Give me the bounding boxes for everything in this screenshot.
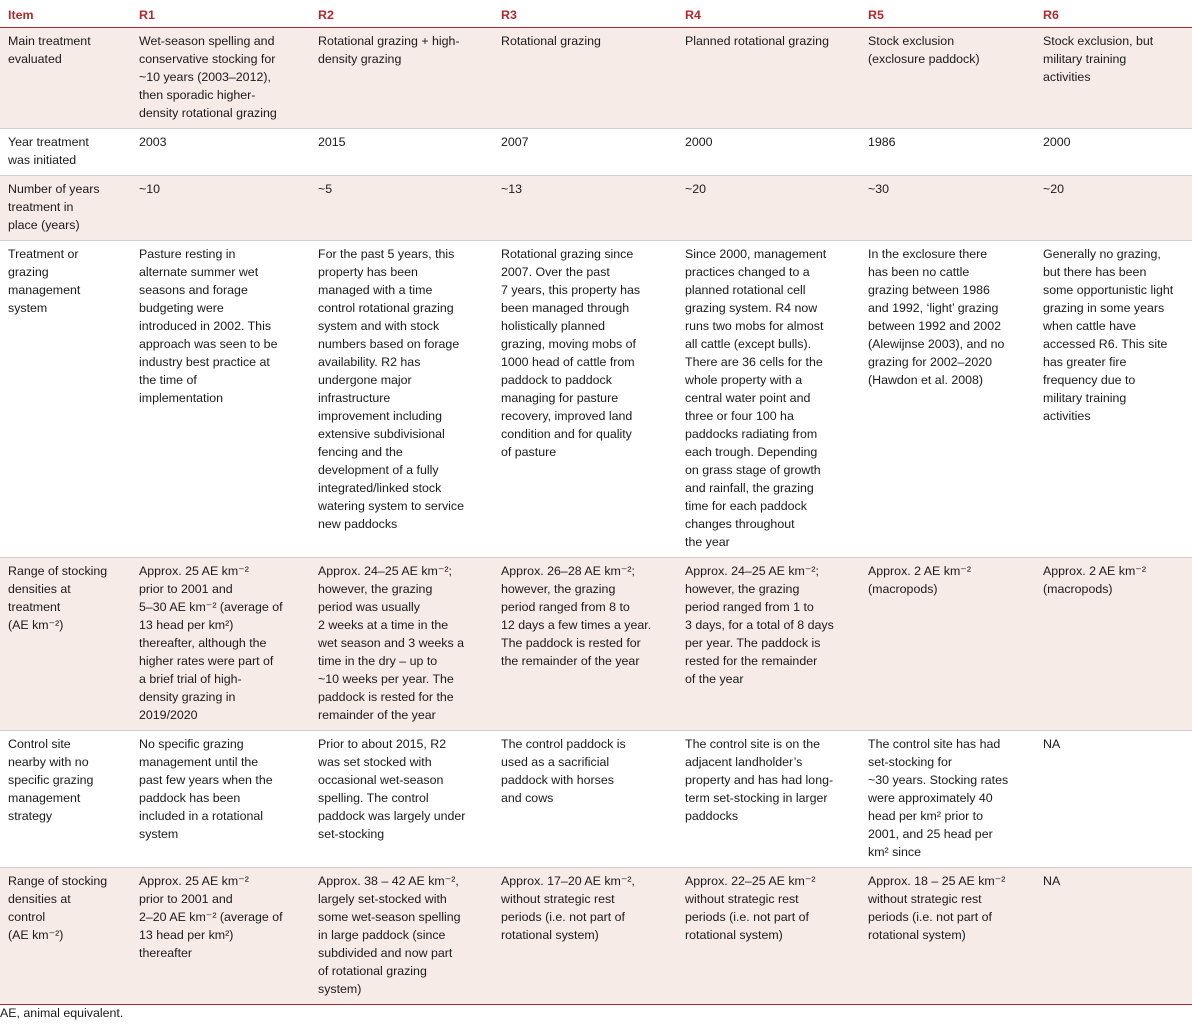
table-row [0,241,1192,558]
header-r6: R6 [1035,2,1192,28]
header-r3: R3 [493,2,677,28]
table-cell: Approx. 22–25 AE km⁻² without strategic rest periods (i.e. not part of rotational system) [677,868,860,1005]
table-cell: ~20 [677,176,860,241]
table-cell: Rotational grazing [493,28,677,129]
table-cell: Range of stocking densities at control (AE km⁻²) [0,868,131,1005]
table-cell: Wet-season spelling and conservative stocking for ~10 years (2003–2012), then sporadic higher- density rotational grazing [131,28,310,129]
table-row [0,129,1192,176]
table-cell: Number of years treatment in place (years) [0,176,131,241]
table-cell: The control site is on the adjacent landholder’s property and has had long- term set-stocking in larger paddocks [677,731,860,868]
header-r2: R2 [310,2,493,28]
table-row [0,868,1192,1005]
table-cell: 1986 [860,129,1035,176]
table-cell: 2000 [677,129,860,176]
table-cell: Treatment or grazing management system [0,241,131,558]
table-cell: Stock exclusion (exclosure paddock) [860,28,1035,129]
table-cell: Prior to about 2015, R2 was set stocked with occasional wet-season spelling. The control paddock was largely under set-stocking [310,731,493,868]
table-row [0,558,1192,731]
table-cell: Year treatment was initiated [0,129,131,176]
table-cell: 2000 [1035,129,1192,176]
table-cell: Approx. 25 AE km⁻² prior to 2001 and 2–20 AE km⁻² (average of 13 head per km²) thereafter [131,868,310,1005]
table-cell: Generally no grazing, but there has been some opportunistic light grazing in some years when cattle have accessed R6. This site has greater fire frequency due to military training activities [1035,241,1192,558]
table-cell: Main treatment evaluated [0,28,131,129]
table-cell: 2015 [310,129,493,176]
table-footnote: AE, animal equivalent. [0,1006,124,1020]
table-cell: Approx. 18 – 25 AE km⁻² without strategic rest periods (i.e. not part of rotational system) [860,868,1035,1005]
table-cell: Rotational grazing since 2007. Over the past 7 years, this property has been managed through holistically planned grazing, moving mobs of 1000 head of cattle from paddock to paddock managing for pasture recovery, improved land condition and for quality of pasture [493,241,677,558]
table-cell: Pasture resting in alternate summer wet seasons and forage budgeting were introduced in 2002. This approach was seen to be industry best practice at the time of implementation [131,241,310,558]
table-cell: No specific grazing management until the past few years when the paddock has been included in a rotational system [131,731,310,868]
table-cell: NA [1035,868,1192,1005]
table-cell: 2007 [493,129,677,176]
table-cell: NA [1035,731,1192,868]
table-cell: ~10 [131,176,310,241]
table-cell: Approx. 24–25 AE km⁻²; however, the grazing period was usually 2 weeks at a time in the wet season and 3 weeks a time in the dry – up to ~10 weeks per year. The paddock is rested for the remainder of the year [310,558,493,731]
table-cell: ~20 [1035,176,1192,241]
table-cell: Control site nearby with no specific grazing management strategy [0,731,131,868]
table-cell: ~13 [493,176,677,241]
table-cell: For the past 5 years, this property has been managed with a time control rotational grazing system and with stock numbers based on forage availability. R2 has undergone major infrastructure improvement including extensive subdivisional fencing and the development of a fully integrated/linked stock watering system to service new paddocks [310,241,493,558]
table-cell: Approx. 24–25 AE km⁻²; however, the grazing period ranged from 1 to 3 days, for a total of 8 days per year. The paddock is rested for the remainder of the year [677,558,860,731]
table-cell: Approx. 38 – 42 AE km⁻², largely set-stocked with some wet-season spelling in large paddock (since subdivided and now part of rotational grazing system) [310,868,493,1005]
table-cell: Rotational grazing + high- density grazing [310,28,493,129]
header-r5: R5 [860,2,1035,28]
table-row [0,176,1192,241]
table-cell: Planned rotational grazing [677,28,860,129]
table-cell: Range of stocking densities at treatment (AE km⁻²) [0,558,131,731]
table-cell: Approx. 17–20 AE km⁻², without strategic rest periods (i.e. not part of rotational system) [493,868,677,1005]
table-cell: ~5 [310,176,493,241]
header-item: Item [0,2,131,28]
table-cell: 2003 [131,129,310,176]
table-cell: The control site has had set-stocking for ~30 years. Stocking rates were approximately 40 head per km² prior to 2001, and 25 head per km² since [860,731,1035,868]
table-header-row [0,2,1192,28]
table-cell: Since 2000, management practices changed to a planned rotational cell grazing system. R4 now runs two mobs for almost all cattle (except bulls). There are 36 cells for the whole property with a central water point and three or four 100 ha paddocks radiating from each trough. Depending on grass stage of growth and rainfall, the grazing time for each paddock changes throughout the year [677,241,860,558]
table-cell: Approx. 2 AE km⁻² (macropods) [860,558,1035,731]
table-cell: Approx. 26–28 AE km⁻²; however, the grazing period ranged from 8 to 12 days a few times a year. The paddock is rested for the remainder of the year [493,558,677,731]
table-row [0,731,1192,868]
table-cell: The control paddock is used as a sacrificial paddock with horses and cows [493,731,677,868]
grazing-treatment-table [0,2,1192,1005]
table-cell: Approx. 25 AE km⁻² prior to 2001 and 5–30 AE km⁻² (average of 13 head per km²) thereafter, although the higher rates were part of a brief trial of high- density grazing in 2019/2020 [131,558,310,731]
table-cell: ~30 [860,176,1035,241]
table-cell: In the exclosure there has been no cattle grazing between 1986 and 1992, ‘light’ grazing between 1992 and 2002 (Alewijnse 2003), and no grazing for 2002–2020 (Hawdon et al. 2008) [860,241,1035,558]
header-r1: R1 [131,2,310,28]
table-cell: Approx. 2 AE km⁻² (macropods) [1035,558,1192,731]
header-r4: R4 [677,2,860,28]
table-row [0,28,1192,129]
table-cell: Stock exclusion, but military training activities [1035,28,1192,129]
